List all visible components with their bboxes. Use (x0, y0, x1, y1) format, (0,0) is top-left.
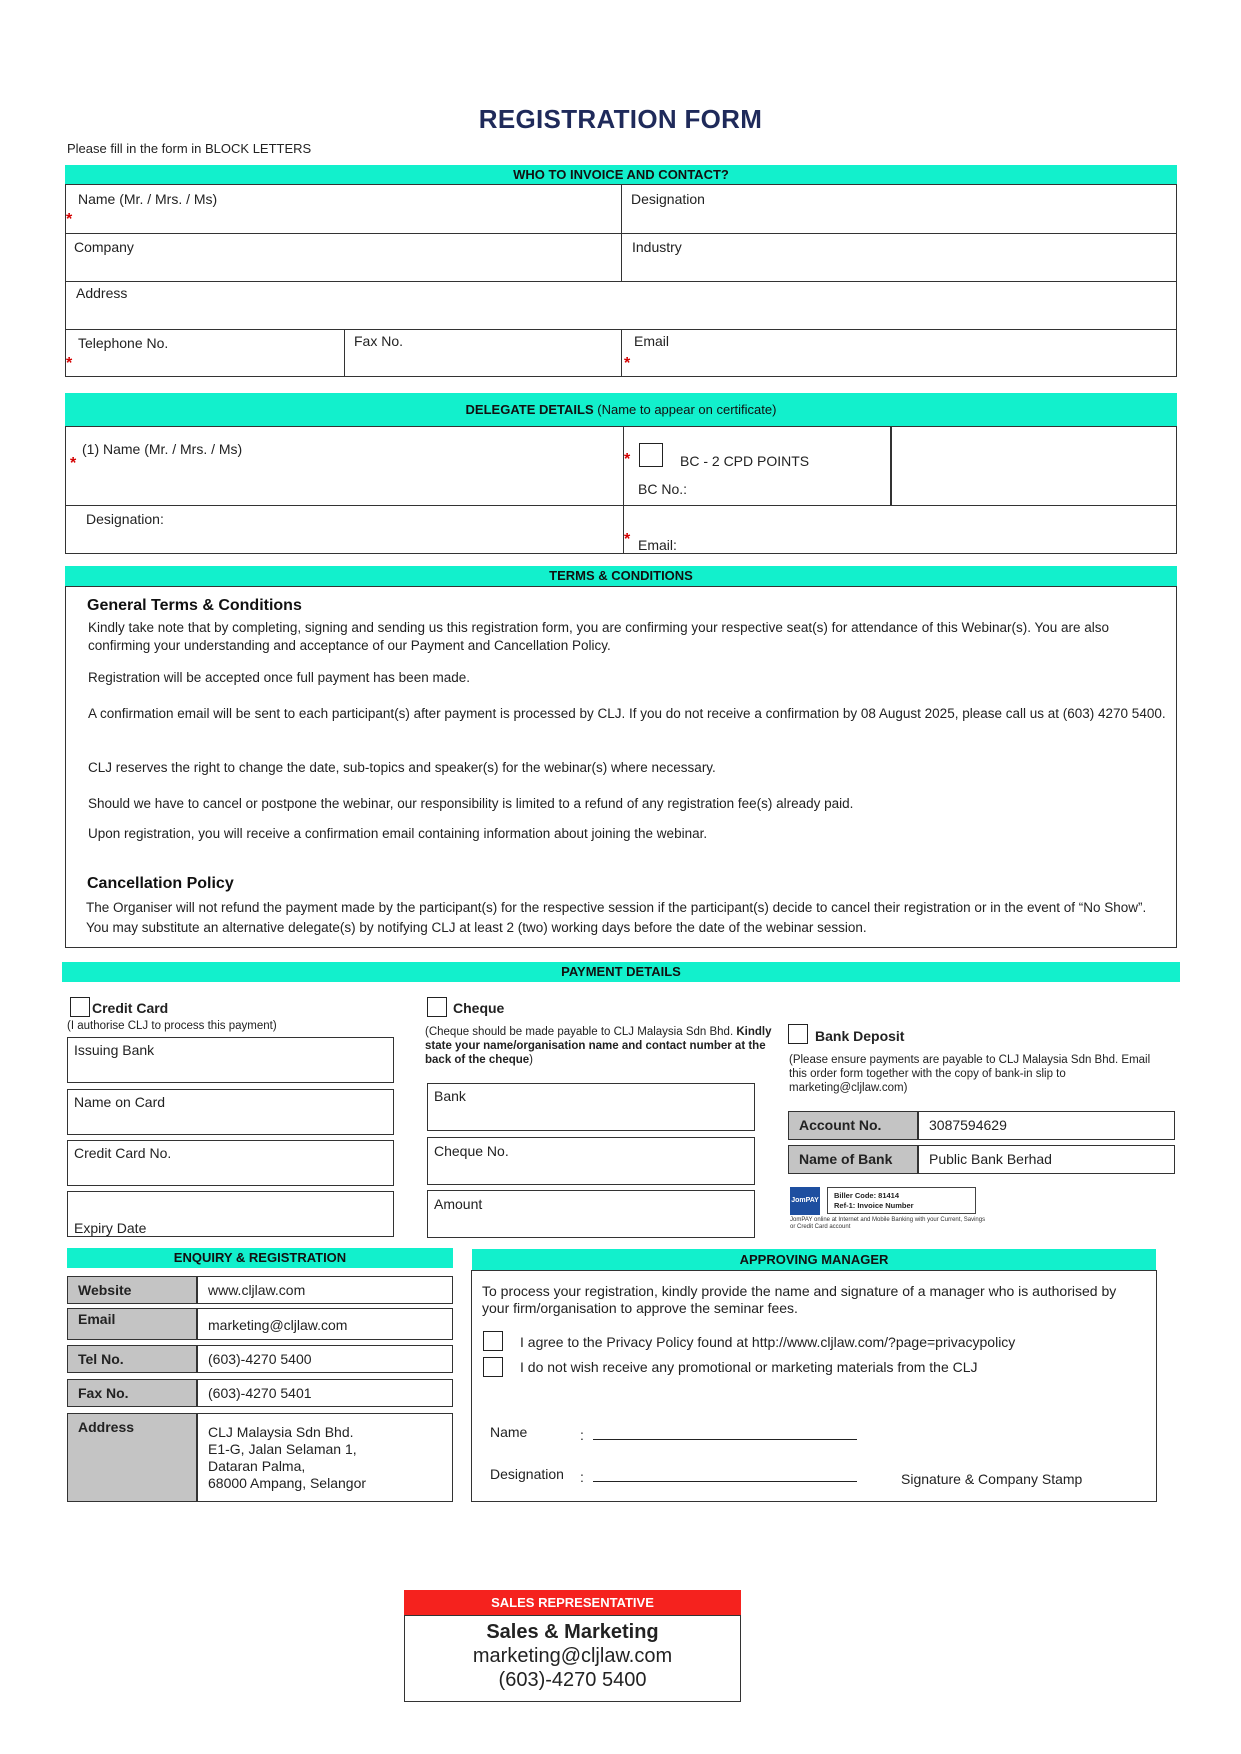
address-line: E1-G, Jalan Selaman 1, (208, 1441, 357, 1457)
cancellation-text: The Organiser will not refund the payment made by the participant(s) for the respective session if the participant(s) decide to cancel their registration or in the event of “No Show”. You may substitute an alternative delegate(s) by notifying CLJ at least 2 (two) working days before the date of the webinar session. (86, 900, 1147, 935)
jompay-logo: JomPAY (790, 1187, 820, 1215)
fax-value: (603)-4270 5401 (197, 1379, 453, 1407)
name-on-card-field[interactable]: Name on Card (67, 1089, 394, 1135)
terms-paragraph: CLJ reserves the right to change the date, sub-topics and speaker(s) for the webinar(s) where necessary. (88, 760, 716, 775)
delegate-name-field[interactable]: (1) Name (Mr. / Mrs. / Ms) (82, 441, 243, 457)
address-value (197, 1413, 453, 1502)
email-value[interactable]: marketing@cljlaw.com (197, 1308, 453, 1340)
delegate-email-field[interactable]: Email: (638, 537, 677, 553)
address-line: 68000 Ampang, Selangor (208, 1475, 367, 1491)
terms-paragraph: Should we have to cancel or postpone the webinar, our responsibility is limited to a refund of any registration fee(s) already paid. (88, 796, 854, 811)
bank-name-value: Public Bank Berhad (918, 1145, 1175, 1174)
name-field[interactable]: Name (Mr. / Mrs. / Ms) (78, 191, 218, 207)
terms-section (65, 586, 1177, 948)
cancellation-heading: Cancellation Policy (87, 875, 234, 892)
address-field[interactable]: Address (76, 285, 128, 301)
credit-card-label: Credit Card (92, 1000, 169, 1016)
company-field[interactable]: Company (74, 239, 134, 255)
terms-paragraph: Kindly take note that by completing, signing and sending us this registration form, you are confirming your respective seat(s) for attendance of this Webinar(s). You are also confirming your understanding and acceptance of our Payment and Cancellation Policy. (88, 620, 1110, 653)
cpd-label: BC - 2 CPD POINTS (680, 453, 810, 469)
terms-paragraph: A confirmation email will be sent to each participant(s) after payment is processed by CLJ. If you do not receive a confirmation by 08 August 2025, please call us at (603) 4270 5400. (88, 706, 1166, 721)
no-promo-checkbox[interactable] (483, 1357, 503, 1377)
no-promo-label: I do not wish receive any promotional or marketing materials from the CLJ (520, 1359, 978, 1375)
email-field[interactable]: Email (634, 333, 670, 349)
sales-band: SALES REPRESENTATIVE (404, 1590, 741, 1615)
delegate-band (65, 393, 1177, 426)
fax-label: Fax No. (67, 1379, 197, 1407)
card-number-field[interactable]: Credit Card No. (67, 1140, 394, 1186)
cpd-checkbox[interactable] (639, 443, 663, 467)
account-no-value: 3087594629 (918, 1111, 1175, 1140)
expiry-date-label: Expiry Date (74, 1220, 147, 1236)
manager-name-line[interactable] (593, 1439, 857, 1440)
website-label: Website (67, 1276, 197, 1304)
terms-paragraph: Upon registration, you will receive a confirmation email containing information about joining the webinar. (88, 826, 708, 841)
delegate-section (65, 426, 1177, 554)
manager-designation-label: Designation (490, 1466, 564, 1482)
cheque-note (425, 1025, 777, 1067)
approving-section (471, 1270, 1157, 1502)
sales-email[interactable]: marketing@cljlaw.com (472, 1645, 673, 1667)
delegate-band-note: (Name to appear on certificate) (597, 402, 777, 417)
expiry-date-field[interactable] (67, 1191, 394, 1237)
address-label: Address (67, 1413, 197, 1502)
tel-label: Tel No. (67, 1345, 197, 1373)
bank-deposit-note: (Please ensure payments are payable to CLJ Malaysia Sdn Bhd. Email this order form together with the copy of bank-in slip to marketing@cljlaw.com) (789, 1054, 1151, 1094)
terms-paragraph: Registration will be accepted once full payment has been made. (88, 670, 470, 685)
fill-instruction: Please fill in the form in BLOCK LETTERS (67, 141, 312, 156)
sales-phone: (603)-4270 5400 (498, 1669, 647, 1691)
general-terms-heading: General Terms & Conditions (87, 597, 302, 614)
tel-value: (603)-4270 5400 (197, 1345, 453, 1373)
manager-name-label: Name (490, 1424, 528, 1440)
address-line: CLJ Malaysia Sdn Bhd. (208, 1424, 354, 1440)
contact-section (65, 184, 1177, 377)
sales-box (404, 1615, 741, 1702)
cheque-bank-field[interactable]: Bank (427, 1083, 755, 1131)
bank-deposit-label: Bank Deposit (815, 1028, 905, 1044)
credit-card-note: (I authorise CLJ to process this payment) (67, 1020, 277, 1032)
biller-ref: Ref-1: Invoice Number (834, 1201, 914, 1210)
designation-field[interactable]: Designation (631, 191, 705, 207)
required-mark: * (70, 455, 77, 472)
telephone-field[interactable]: Telephone No. (78, 335, 169, 351)
issuing-bank-field[interactable]: Issuing Bank (67, 1037, 394, 1083)
delegate-band-title: DELEGATE DETAILS (465, 402, 594, 417)
bank-deposit-checkbox[interactable] (788, 1024, 808, 1044)
required-mark: * (66, 211, 73, 228)
address-line: Dataran Palma, (208, 1458, 306, 1474)
terms-band: TERMS & CONDITIONS (65, 566, 1177, 586)
contact-band: WHO TO INVOICE AND CONTACT? (65, 165, 1177, 184)
privacy-checkbox[interactable] (483, 1331, 503, 1351)
delegate-designation-field[interactable]: Designation: (86, 511, 164, 527)
credit-card-checkbox[interactable] (70, 997, 90, 1017)
jompay-biller-box (827, 1187, 976, 1214)
name-colon: : (580, 1427, 584, 1443)
fax-field[interactable]: Fax No. (354, 333, 404, 349)
jompay-note: JomPAY online at Internet and Mobile Banking with your Current, Savings or Credit Card account (790, 1217, 986, 1230)
required-mark: * (624, 451, 631, 468)
cheque-number-field[interactable]: Cheque No. (427, 1137, 755, 1185)
form-title: REGISTRATION FORM (478, 104, 763, 134)
privacy-label: I agree to the Privacy Policy found at http://www.cljlaw.com/?page=privacypolicy (520, 1334, 1016, 1350)
payment-band: PAYMENT DETAILS (62, 962, 1180, 982)
enquiry-band: ENQUIRY & REGISTRATION (67, 1248, 453, 1268)
cheque-amount-field[interactable]: Amount (427, 1190, 755, 1238)
required-mark: * (66, 355, 73, 372)
cheque-note-text: (Cheque should be made payable to CLJ Malaysia Sdn Bhd. (425, 1026, 734, 1038)
manager-designation-line[interactable] (593, 1481, 857, 1482)
biller-code: Biller Code: 81414 (834, 1191, 900, 1200)
bank-name-label: Name of Bank (788, 1145, 918, 1174)
required-mark: * (624, 355, 631, 372)
bc-no-field[interactable]: BC No.: (638, 481, 688, 497)
industry-field[interactable]: Industry (632, 239, 682, 255)
cheque-checkbox[interactable] (427, 997, 447, 1017)
signature-label: Signature & Company Stamp (901, 1471, 1083, 1487)
account-no-label: Account No. (788, 1111, 918, 1140)
cheque-note-close: ) (529, 1054, 534, 1066)
sales-team: Sales & Marketing (486, 1621, 659, 1643)
cheque-note-bold: Kindly state your name/organisation name and contact number at the back of the cheque (425, 1026, 772, 1066)
approving-band: APPROVING MANAGER (472, 1249, 1156, 1270)
required-mark: * (624, 531, 631, 548)
cheque-label: Cheque (453, 1000, 505, 1016)
website-value[interactable]: www.cljlaw.com (197, 1276, 453, 1304)
designation-colon: : (580, 1469, 584, 1485)
email-label: Email (67, 1308, 197, 1340)
approving-intro: To process your registration, kindly provide the name and signature of a manager who is authorised by your firm/organisation to approve the seminar fees. (482, 1283, 1117, 1316)
